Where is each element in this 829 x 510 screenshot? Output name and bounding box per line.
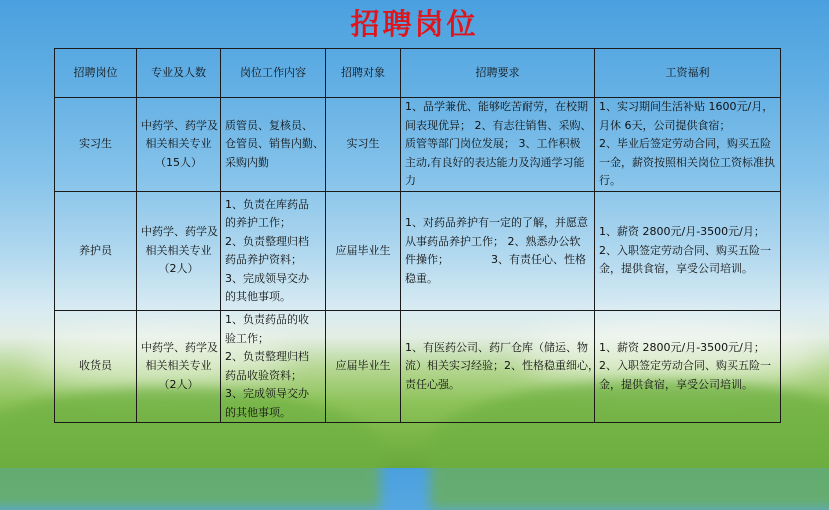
cell-line: 中药学、药学及: [141, 118, 218, 132]
cell-line: 1、负责药品的收: [225, 313, 309, 326]
cell-line: 2、入职签定劳动合同、购买五险一: [599, 359, 771, 373]
cell-line: 月休 6天，公司提供食宿；: [599, 118, 731, 132]
cell-position: 收货员: [55, 311, 137, 423]
cell-line: 责任心强。: [405, 377, 460, 391]
header-duties: 岗位工作内容: [221, 49, 326, 98]
cell-line: 3、完成领导交办: [225, 387, 309, 400]
cell-line: 金，提供食宿，享受公司培训。: [599, 377, 753, 391]
cell-requirements: [401, 98, 595, 192]
table-row: [55, 311, 781, 423]
cell-line: 1、薪资 2800元/月-3500元/月；: [599, 225, 765, 239]
cell-line: （2人）: [158, 262, 199, 276]
cell-benefits: [595, 192, 781, 311]
cell-line: 1、负责在库药品: [225, 197, 309, 211]
cell-line: 采购内勤: [225, 155, 269, 169]
cell-line: 1、薪资 2800元/月-3500元/月；: [599, 340, 765, 354]
cell-line: 相关相关专业: [145, 359, 212, 373]
page-title: 招聘岗位: [350, 7, 479, 41]
cell-line: 的其他事项。: [225, 405, 291, 419]
cell-duties: [221, 192, 326, 311]
cell-line: 中药学、药学及: [141, 340, 218, 354]
cell-line: 金，提供食宿，享受公司培训。: [599, 262, 753, 276]
cell-line: 的养护工作；: [225, 216, 291, 229]
cell-position: 养护员: [55, 192, 137, 311]
cell-position: 实习生: [55, 98, 137, 192]
cell-duties: [221, 98, 326, 192]
cell-duties: [221, 311, 326, 423]
cell-line: 1、实习期间生活补贴 1600元/月，: [599, 100, 774, 114]
cell-requirements: [401, 192, 595, 311]
cell-line: 验工作；: [225, 331, 269, 345]
cell-line: 2、负责整理归档: [225, 350, 309, 363]
cell-line: 从事药品养护工作； 2、熟悉办公软: [405, 234, 581, 248]
table-header-row: [55, 49, 781, 98]
cell-line: 稳重。: [405, 271, 438, 285]
header-position: 招聘岗位: [55, 49, 137, 98]
header-benefits: 工资福利: [595, 49, 781, 98]
cell-line: 主动,有良好的表达能力及沟通学习能: [405, 155, 585, 169]
cell-line: 一金，薪资按照相关岗位工资标准执: [599, 155, 775, 169]
cell-major: [137, 311, 221, 423]
cell-line: 药品收验资料；: [225, 368, 302, 382]
header-requirements: 招聘要求: [401, 49, 595, 98]
header-target: 招聘对象: [326, 49, 401, 98]
table-row: [55, 98, 781, 192]
cell-target: 应届毕业生: [326, 311, 401, 423]
cell-line: 2、负责整理归档: [225, 234, 309, 248]
cell-line: 药品养护资料；: [225, 253, 302, 266]
cell-line: 力: [405, 174, 416, 188]
cell-target: 实习生: [326, 98, 401, 192]
cell-line: （2人）: [158, 377, 199, 391]
cell-line: （15人）: [155, 155, 202, 169]
cell-line: 行。: [599, 174, 621, 188]
cell-line: 1、对药品养护有一定的了解，并愿意: [405, 216, 588, 229]
cell-line: 流）相关实习经验；2、性格稳重细心，: [405, 359, 599, 373]
cell-line: 中药学、药学及: [141, 225, 218, 239]
cell-major: [137, 98, 221, 192]
cell-line: 质管员、复核员、: [225, 118, 313, 132]
cell-requirements: [401, 311, 599, 423]
cell-line: 件操作； 3、有责任心、性格: [405, 253, 586, 266]
cell-line: 2、毕业后签定劳动合同，购买五险: [599, 137, 771, 151]
recruitment-table: [54, 48, 781, 423]
cell-line: 2、入职签定劳动合同、购买五险一: [599, 243, 771, 257]
cell-line: 相关相关专业: [145, 137, 212, 151]
header-major: 专业及人数: [137, 49, 221, 98]
table-row: [55, 192, 781, 311]
cell-benefits: [595, 98, 781, 192]
cell-line: 1、有医药公司、药厂仓库（储运、物: [405, 340, 588, 354]
cell-line: 相关相关专业: [145, 243, 212, 257]
cell-benefits: [595, 311, 781, 423]
cell-line: 质管等部门岗位发展； 3、工作积极: [405, 137, 581, 151]
cell-line: 3、完成领导交办: [225, 271, 309, 285]
cell-line: 的其他事项。: [225, 290, 291, 303]
cell-target: 应届毕业生: [326, 192, 401, 311]
cell-line: 间表现优异； 2、有志往销售、采购、: [405, 118, 592, 132]
cell-major: [137, 192, 221, 311]
cell-line: 仓管员、销售内勤、: [225, 137, 324, 151]
cell-line: 1、品学兼优、能够吃苦耐劳，在校期: [405, 100, 588, 114]
